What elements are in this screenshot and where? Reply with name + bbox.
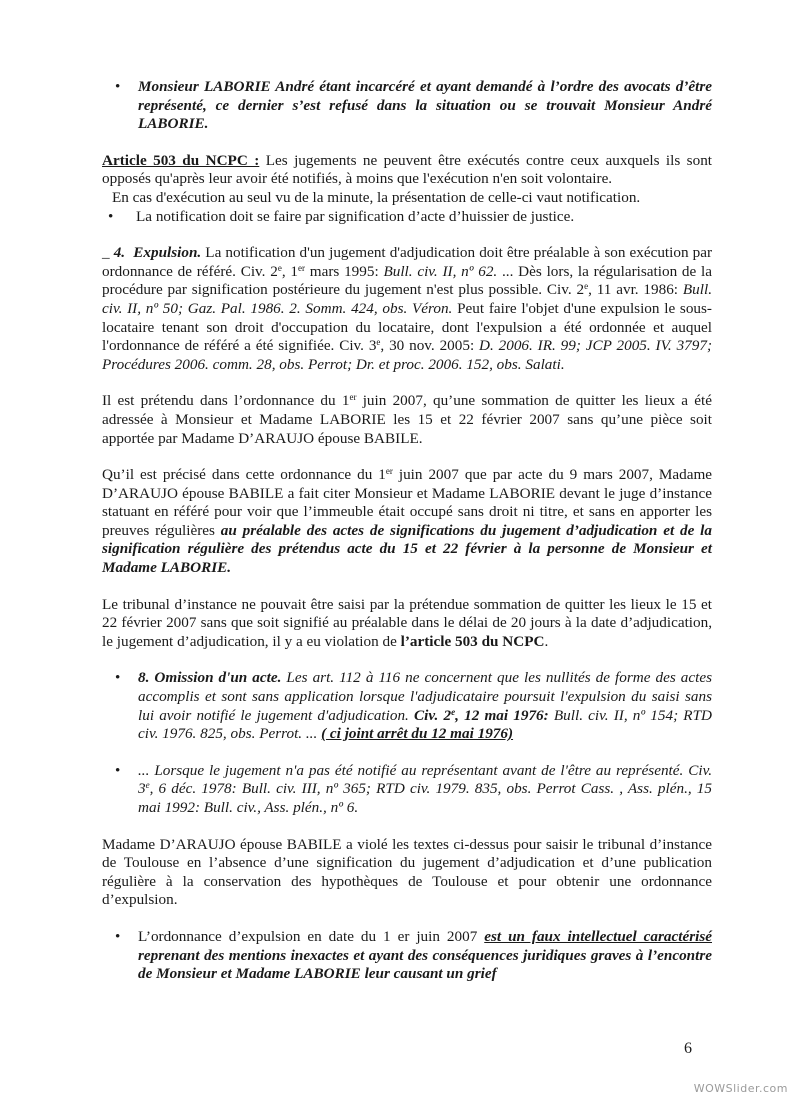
sup: e bbox=[584, 281, 589, 292]
page-number: 6 bbox=[684, 1040, 692, 1057]
bullet-laborie-text: Monsieur LABORIE André étant incarcéré et ayant demandé à l’ordre des avocats d’être représenté, ce dernier s’est refusé dans la situation ou se trouvait Monsieur André LABORIE. bbox=[138, 78, 712, 133]
expulsion-prefix: _ bbox=[102, 244, 114, 262]
precise-t1: Qu’il est précisé dans cette ordonnance du 1 bbox=[102, 466, 386, 484]
precise-paragraph bbox=[102, 466, 712, 578]
precise-t2: juin 2007 que par acte du 9 mars 2007, Madame D’ARAUJO épouse BABILE a fait citer Monsieur et Madame LABORIE devant le juge d’instance statuant en référé pour voir que l’immeuble était occupé sans droit ni titre, et sans en apporter les preuves régulières bbox=[102, 466, 713, 539]
bullet-omission bbox=[102, 669, 712, 743]
lorsque-t2: , 6 déc. 1978: Bull. civ. III, nº 365; RTD civ. 1979. 835, obs. Perrot Cass. , Ass. plén., 15 mai 1992: Bull. civ., Ass. plén., nº 6. bbox=[138, 780, 712, 816]
pretendu-t2: juin 2007, qu’une sommation de quitter les lieux a été adressée à Monsieur et Madame LABORIE les 15 et 22 février 2007 sans qu’une pièce soit apportée par Madame D’ARAUJO épouse BABILE. bbox=[102, 392, 712, 447]
omission-civ: Civ. 2 bbox=[414, 706, 452, 724]
document-page bbox=[102, 78, 712, 984]
expulsion-ref1: Bull. civ. II, nº 62. bbox=[383, 262, 498, 280]
arret-reference-link[interactable]: ( ci joint arrêt du 12 mai 1976) bbox=[321, 725, 514, 743]
expulsion-t2: , 1 bbox=[281, 262, 298, 280]
watermark: WOWSlider.com bbox=[693, 1082, 788, 1095]
article-503-bullet-text: La notification doit se faire par signification d’acte d’huissier de justice. bbox=[136, 207, 575, 225]
omission-t1: Les art. 112 à 116 ne concernent que les nullités de forme des actes accomplis et sont sans application lorsque l'adjudicataire poursuit l'expulsion du saisi sans lui avoir notifié le jugement d'adjudication. bbox=[138, 669, 712, 724]
sup: er bbox=[298, 262, 305, 273]
pretendu-paragraph bbox=[102, 392, 712, 448]
omission-t2: Bull. civ. II, nº 154; RTD civ. 1976. 825, obs. Perrot. ... bbox=[138, 706, 712, 743]
sup: er bbox=[385, 466, 393, 477]
expulsion-t4: ... Dès lors, la régularisation de la procédure par signification postérieure du jugement n'est plus possible. Civ. 2 bbox=[102, 262, 713, 299]
expulsion-t7: , 30 nov. 2005: bbox=[380, 337, 480, 355]
article-503-text2: En cas d'exécution au seul vu de la minute, la présentation de celle-ci vaut notification. bbox=[112, 188, 641, 206]
article-503-heading: Article 503 du NCPC : bbox=[102, 151, 260, 169]
expulsion-t5: , 11 avr. 1986: bbox=[588, 281, 683, 299]
bullet-icon: • bbox=[115, 78, 121, 95]
tribunal-t2: . bbox=[544, 632, 549, 650]
tribunal-t1: Le tribunal d’instance ne pouvait être saisi par la prétendue sommation de quitter les lieux le 15 et 22 février 2007 sans que soit signifié au préalable dans le délai de 20 jours à la date d’adjudication, le jugement d’adjudication, il y a eu violation de bbox=[102, 595, 712, 650]
sup: er bbox=[349, 392, 357, 403]
bullet-icon: • bbox=[108, 207, 114, 225]
omission-civ2: , 12 mai 1976: bbox=[455, 706, 549, 724]
expulsion-t6: Peut faire l'objet d'une expulsion le sous-locataire tenant son droit d'occupation du locataire, dont l'expulsion a été ordonnée et auquel l'ordonnance de référé a été signifiée. Civ. 3 bbox=[102, 299, 712, 355]
sup: e bbox=[145, 780, 150, 791]
bullet-icon: • bbox=[115, 761, 121, 779]
ordonnance-t2: reprenant des mentions inexactes et ayant des conséquences juridiques graves à l’encontre de Monsieur et Madame LABORIE leur causant un grief bbox=[138, 946, 712, 983]
ordonnance-emphasis: est un faux intellectuel caractérisé bbox=[484, 927, 712, 945]
bullet-ordonnance bbox=[102, 928, 712, 984]
bullet-laborie bbox=[102, 78, 712, 134]
sup: e bbox=[277, 262, 282, 273]
pretendu-t1: Il est prétendu dans l’ordonnance du 1 bbox=[102, 392, 350, 410]
sup: e bbox=[451, 706, 456, 717]
bullet-icon: • bbox=[115, 669, 121, 687]
tribunal-emphasis: l’article 503 du NCPC bbox=[400, 632, 545, 650]
expulsion-ref2: Bull. civ. II, nº 50; Gaz. Pal. 1986. 2. Somm. 424, obs. Véron. bbox=[102, 281, 712, 317]
article-503-text: Les jugements ne peuvent être exécutés contre ceux auxquels ils sont opposés qu'après leur avoir été notifiés, à moins que l'exécution n'en soit volontaire. bbox=[102, 151, 713, 188]
article-503-paragraph bbox=[102, 152, 712, 189]
expulsion-t3: mars 1995: bbox=[305, 262, 384, 280]
expulsion-number: 4. bbox=[113, 244, 126, 262]
tribunal-paragraph bbox=[102, 596, 712, 652]
expulsion-title: Expulsion. bbox=[133, 244, 202, 262]
lorsque-t1: ... Lorsque le jugement n'a pas été notifié au représentant avant de l'être au représenté. Civ. 3 bbox=[138, 761, 712, 798]
araujo-paragraph: Madame D’ARAUJO épouse BABILE a violé les textes ci-dessus pour saisir le tribunal d’instance de Toulouse en l’absence d’une signification du jugement d’adjudication et d’une publication régulière à la conservation des hypothèques de Toulouse et pour obtenir une ordonnance d’expulsion. bbox=[102, 835, 712, 909]
omission-title: 8. Omission d'un acte. bbox=[138, 669, 282, 687]
ordonnance-t1: L’ordonnance d’expulsion en date du 1 er juin 2007 bbox=[138, 927, 485, 945]
article-503-bullet bbox=[102, 208, 712, 227]
bullet-lorsque bbox=[102, 762, 712, 818]
sup: e bbox=[376, 337, 381, 348]
expulsion-t1: La notification d'un jugement d'adjudication doit être préalable à son exécution par ordonnance de référé. Civ. 2 bbox=[102, 244, 713, 280]
bullet-icon: • bbox=[115, 927, 121, 945]
expulsion-paragraph bbox=[102, 244, 712, 374]
precise-emphasis: au préalable des actes de significations du jugement d’adjudication et de la signification régulière des prétendus acte du 15 et 22 février à la personne de Monsieur et Madame LABORIE. bbox=[102, 521, 712, 577]
expulsion-ref3: D. 2006. IR. 99; JCP 2005. IV. 3797; Procédures 2006. comm. 28, obs. Perrot; Dr. et proc. 2006. 152, obs. Salati. bbox=[102, 337, 712, 373]
